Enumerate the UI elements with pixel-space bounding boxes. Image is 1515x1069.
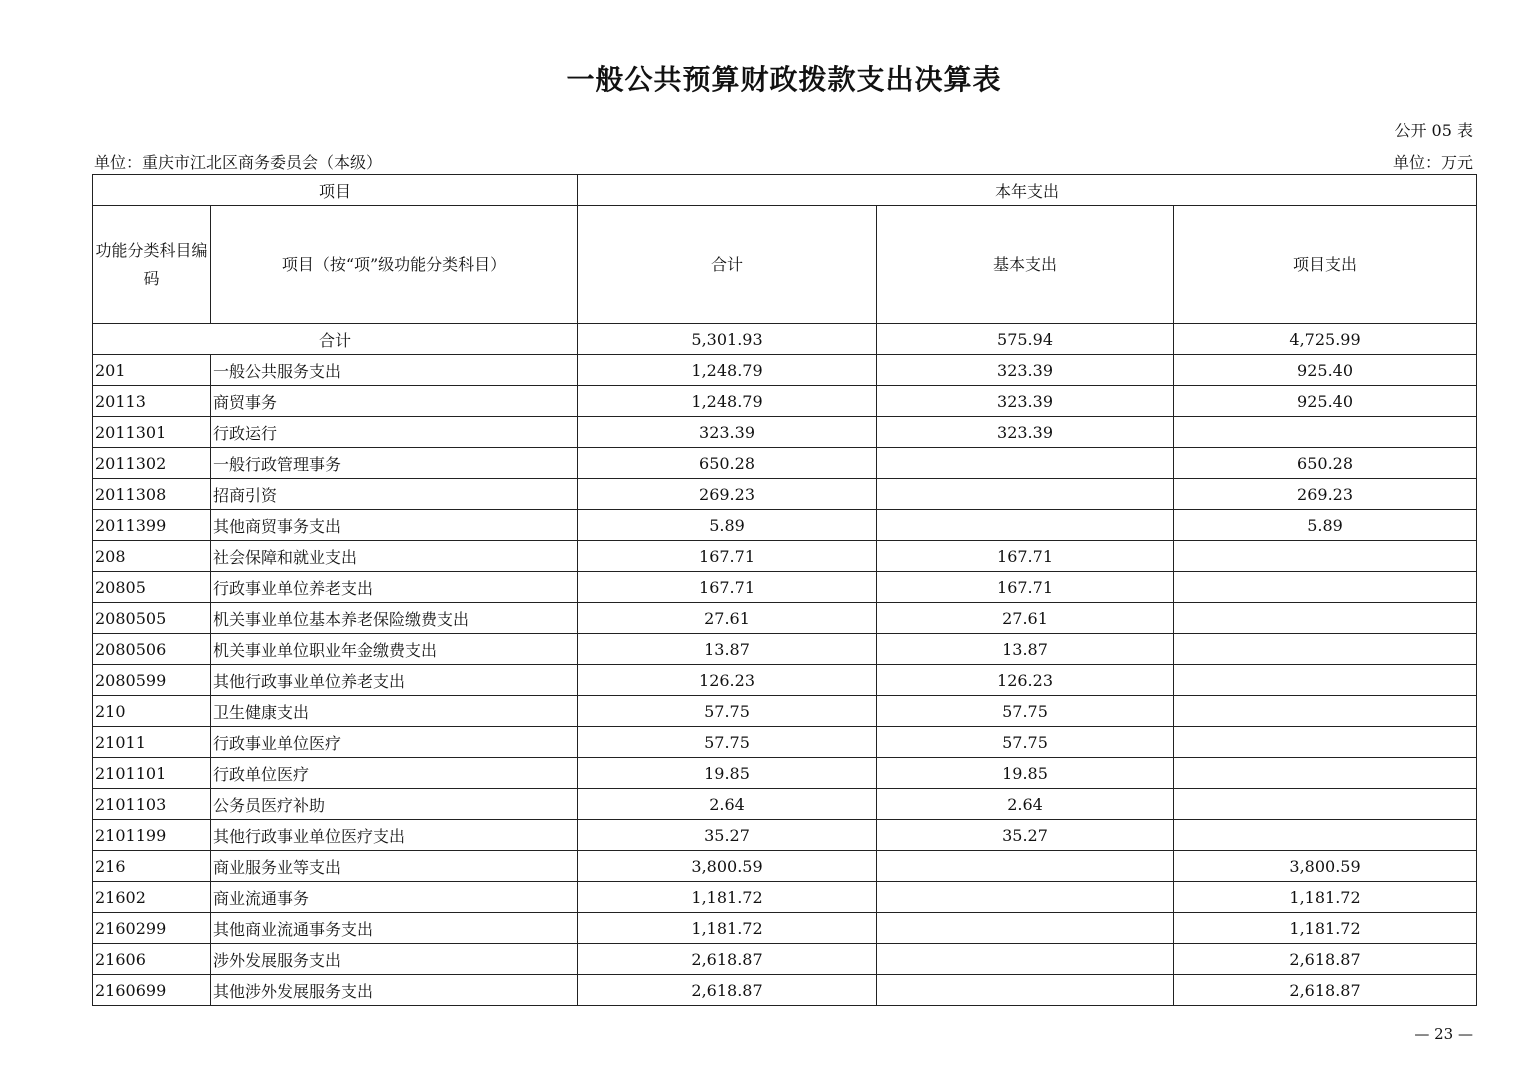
row-name: 其他商业流通事务支出 (211, 913, 578, 944)
table-row (93, 944, 1477, 975)
table-row (93, 820, 1477, 851)
row-total: 126.23 (578, 665, 877, 696)
row-total: 27.61 (578, 603, 877, 634)
row-code: 201 (93, 355, 211, 386)
header-row-columns (93, 206, 1477, 324)
row-project (1174, 789, 1477, 820)
row-name: 行政事业单位医疗 (211, 727, 578, 758)
form-number: 公开 05 表 (1394, 121, 1473, 140)
row-code: 2080599 (93, 665, 211, 696)
row-basic: 323.39 (877, 417, 1174, 448)
page-number: — 23 — (1414, 1025, 1473, 1043)
table-row (93, 727, 1477, 758)
row-project: 2,618.87 (1174, 975, 1477, 1006)
row-code: 210 (93, 696, 211, 727)
table-row (93, 851, 1477, 882)
row-total: 3,800.59 (578, 851, 877, 882)
row-total: 35.27 (578, 820, 877, 851)
row-code: 2011399 (93, 510, 211, 541)
row-total: 19.85 (578, 758, 877, 789)
row-project (1174, 634, 1477, 665)
row-name: 卫生健康支出 (211, 696, 578, 727)
row-project (1174, 603, 1477, 634)
total-project: 4,725.99 (1174, 324, 1477, 355)
table-row (93, 448, 1477, 479)
header-project-spend: 项目支出 (1174, 206, 1477, 324)
row-total: 650.28 (578, 448, 877, 479)
row-project (1174, 820, 1477, 851)
row-total: 2,618.87 (578, 944, 877, 975)
row-total: 269.23 (578, 479, 877, 510)
row-total: 167.71 (578, 572, 877, 603)
row-name: 商业服务业等支出 (211, 851, 578, 882)
header-row-top (93, 175, 1477, 206)
header-project: 项目 (93, 175, 578, 206)
row-code: 2101101 (93, 758, 211, 789)
row-project (1174, 727, 1477, 758)
table-row (93, 975, 1477, 1006)
row-total: 1,181.72 (578, 882, 877, 913)
row-basic (877, 882, 1174, 913)
row-name: 行政单位医疗 (211, 758, 578, 789)
total-row (93, 324, 1477, 355)
row-project (1174, 758, 1477, 789)
row-basic (877, 975, 1174, 1006)
table-row (93, 603, 1477, 634)
budget-table (92, 174, 1477, 1006)
row-project (1174, 417, 1477, 448)
row-name: 其他行政事业单位养老支出 (211, 665, 578, 696)
row-basic: 126.23 (877, 665, 1174, 696)
row-total: 57.75 (578, 696, 877, 727)
row-code: 20805 (93, 572, 211, 603)
row-code: 2011308 (93, 479, 211, 510)
row-basic: 13.87 (877, 634, 1174, 665)
row-code: 2011302 (93, 448, 211, 479)
row-code: 2011301 (93, 417, 211, 448)
row-name: 涉外发展服务支出 (211, 944, 578, 975)
table-row (93, 696, 1477, 727)
row-code: 2080506 (93, 634, 211, 665)
row-name: 行政运行 (211, 417, 578, 448)
row-name: 商贸事务 (211, 386, 578, 417)
row-project: 925.40 (1174, 386, 1477, 417)
row-project: 650.28 (1174, 448, 1477, 479)
row-code: 2160299 (93, 913, 211, 944)
row-basic (877, 851, 1174, 882)
header-basic: 基本支出 (877, 206, 1174, 324)
row-total: 323.39 (578, 417, 877, 448)
row-basic: 57.75 (877, 696, 1174, 727)
row-code: 21606 (93, 944, 211, 975)
row-project (1174, 572, 1477, 603)
row-code: 2160699 (93, 975, 211, 1006)
row-project (1174, 696, 1477, 727)
table-row (93, 355, 1477, 386)
row-basic: 323.39 (877, 386, 1174, 417)
header-name: 项目（按“项”级功能分类科目） (211, 206, 578, 324)
row-name: 行政事业单位养老支出 (211, 572, 578, 603)
unit-currency: 单位：万元 (1392, 153, 1473, 172)
row-name: 其他涉外发展服务支出 (211, 975, 578, 1006)
table-row (93, 386, 1477, 417)
total-basic: 575.94 (877, 324, 1174, 355)
row-project: 3,800.59 (1174, 851, 1477, 882)
row-code: 2080505 (93, 603, 211, 634)
row-name: 机关事业单位职业年金缴费支出 (211, 634, 578, 665)
row-name: 其他行政事业单位医疗支出 (211, 820, 578, 851)
header-code: 功能分类科目编码 (93, 206, 211, 324)
total-total: 5,301.93 (578, 324, 877, 355)
page-title: 一般公共预算财政拨款支出决算表 (566, 63, 1002, 96)
row-basic: 57.75 (877, 727, 1174, 758)
table-row (93, 665, 1477, 696)
row-project: 269.23 (1174, 479, 1477, 510)
row-project (1174, 665, 1477, 696)
row-code: 21602 (93, 882, 211, 913)
row-name: 其他商贸事务支出 (211, 510, 578, 541)
row-total: 1,181.72 (578, 913, 877, 944)
row-total: 2.64 (578, 789, 877, 820)
row-code: 208 (93, 541, 211, 572)
row-basic: 19.85 (877, 758, 1174, 789)
row-basic (877, 479, 1174, 510)
row-code: 21011 (93, 727, 211, 758)
row-project: 1,181.72 (1174, 913, 1477, 944)
row-total: 5.89 (578, 510, 877, 541)
row-basic (877, 913, 1174, 944)
table-row (93, 417, 1477, 448)
row-name: 公务员医疗补助 (211, 789, 578, 820)
row-basic: 35.27 (877, 820, 1174, 851)
row-name: 一般公共服务支出 (211, 355, 578, 386)
row-project (1174, 541, 1477, 572)
table-row (93, 758, 1477, 789)
row-total: 2,618.87 (578, 975, 877, 1006)
row-total: 167.71 (578, 541, 877, 572)
row-basic: 167.71 (877, 541, 1174, 572)
row-name: 机关事业单位基本养老保险缴费支出 (211, 603, 578, 634)
table-row (93, 572, 1477, 603)
unit-organization: 单位：重庆市江北区商务委员会（本级） (94, 153, 383, 172)
row-basic (877, 448, 1174, 479)
table-row (93, 510, 1477, 541)
row-project: 2,618.87 (1174, 944, 1477, 975)
row-basic: 167.71 (877, 572, 1174, 603)
row-basic (877, 944, 1174, 975)
table-row (93, 541, 1477, 572)
row-code: 2101103 (93, 789, 211, 820)
row-total: 57.75 (578, 727, 877, 758)
row-name: 社会保障和就业支出 (211, 541, 578, 572)
total-label: 合计 (93, 324, 578, 355)
table-row (93, 789, 1477, 820)
row-project: 925.40 (1174, 355, 1477, 386)
header-current-year: 本年支出 (578, 175, 1477, 206)
row-code: 216 (93, 851, 211, 882)
row-code: 20113 (93, 386, 211, 417)
row-name: 招商引资 (211, 479, 578, 510)
row-basic (877, 510, 1174, 541)
row-name: 商业流通事务 (211, 882, 578, 913)
table-row (93, 634, 1477, 665)
row-total: 1,248.79 (578, 355, 877, 386)
row-project: 1,181.72 (1174, 882, 1477, 913)
row-code: 2101199 (93, 820, 211, 851)
table-row (93, 882, 1477, 913)
row-total: 13.87 (578, 634, 877, 665)
row-basic: 323.39 (877, 355, 1174, 386)
table-row (93, 479, 1477, 510)
row-name: 一般行政管理事务 (211, 448, 578, 479)
row-total: 1,248.79 (578, 386, 877, 417)
row-basic: 27.61 (877, 603, 1174, 634)
row-basic: 2.64 (877, 789, 1174, 820)
header-total: 合计 (578, 206, 877, 324)
table-row (93, 913, 1477, 944)
row-project: 5.89 (1174, 510, 1477, 541)
